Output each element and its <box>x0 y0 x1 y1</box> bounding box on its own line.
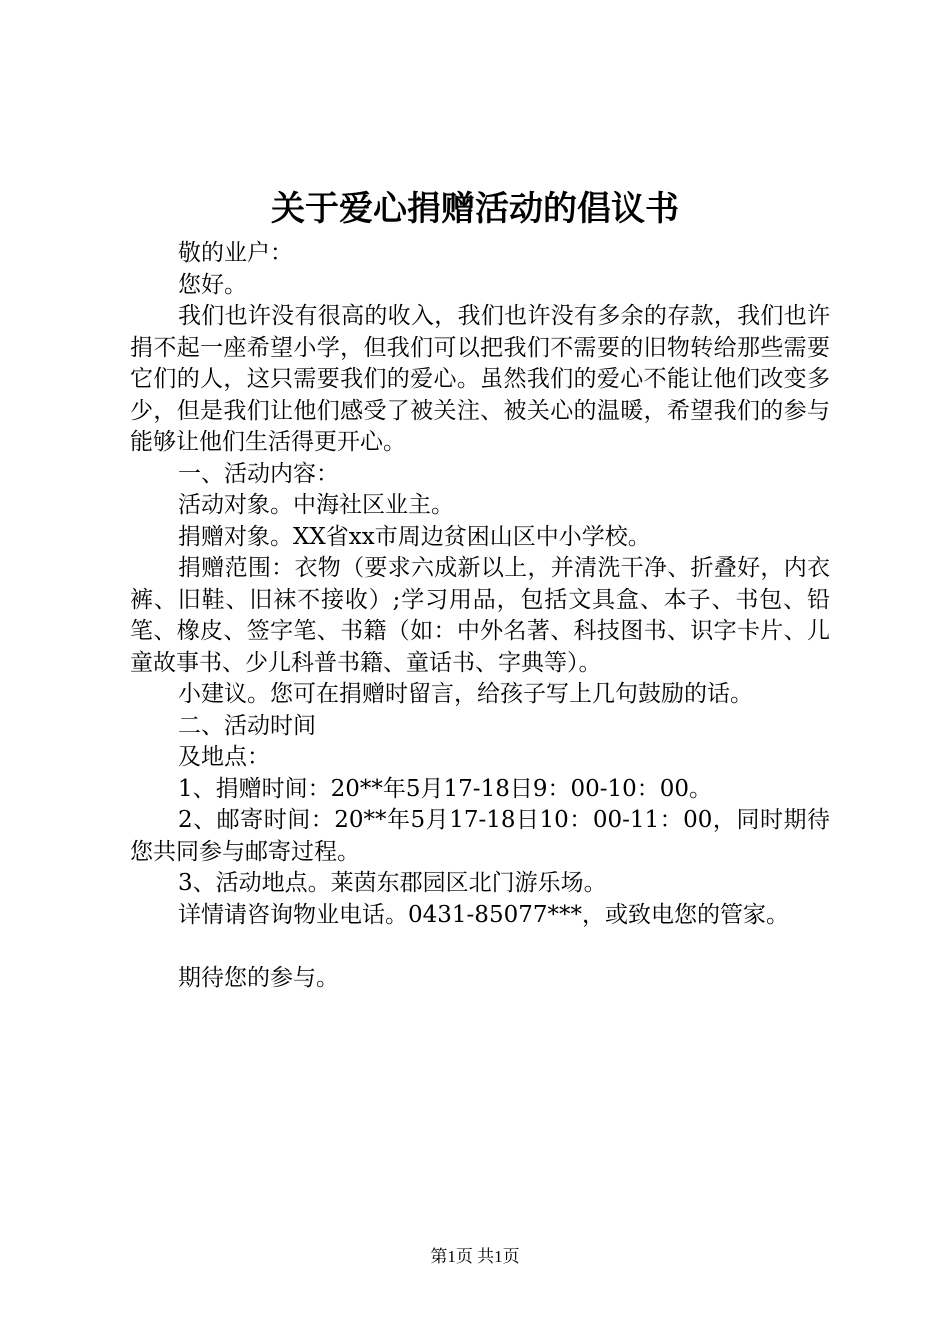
greeting: 您好。 <box>178 271 247 298</box>
page-footer: 第1页 共1页 <box>430 1247 520 1266</box>
activity-location: 3、活动地点。莱茵东郡园区北门游乐场。 <box>178 870 607 896</box>
closing-line: 期待您的参与。 <box>178 964 339 991</box>
contact-info: 详情请咨询物业电话。0431-85077***，或致电您的管家。 <box>178 901 789 928</box>
suggestion: 小建议。您可在捐赠时留言，给孩子写上几句鼓励的话。 <box>178 681 753 707</box>
section-heading-place: 及地点： <box>178 744 270 770</box>
intro-paragraph: 我们也许没有很高的收入，我们也许没有多余的存款，我们也许捐不起一座希望小学，但我们可以把我们不需要的旧物转给那些需要它们的人，这只需要我们的爱心。虽然我们的爱心不能让他们改变多少，但是我们让他们感受了被关注、被关心的温暖，希望我们的参与能够让他们生活得更开心。 <box>130 303 830 455</box>
donation-scope: 捐赠范围：衣物（要求六成新以上，并清洗干净、折叠好，内衣裤、旧鞋、旧袜不接收）;学习用品，包括文具盒、本子、书包、铅笔、橡皮、签字笔、书籍（如：中外名著、科技图书、识字卡片、儿童故事书、少儿科普书籍、童话书、字典等）。 <box>130 555 830 676</box>
mailing-time: 2、邮寄时间：20**年5月17-18日10：00-11：00，同时期待您共同参与邮寄过程。 <box>130 807 830 865</box>
section-heading-content: 一、活动内容： <box>178 460 339 487</box>
activity-target: 活动对象。中海社区业主。 <box>178 492 454 518</box>
section-heading-time: 二、活动时间 <box>178 712 316 739</box>
salutation: 敬的业户： <box>178 240 293 266</box>
document-body <box>130 238 830 994</box>
donation-target: 捐赠对象。XX省xx市周边贫困山区中小学校。 <box>178 523 651 550</box>
donation-time: 1、捐赠时间：20**年5月17-18日9：00-10：00。 <box>178 775 713 802</box>
document-title: 关于爱心捐赠活动的倡议书 <box>271 189 679 229</box>
